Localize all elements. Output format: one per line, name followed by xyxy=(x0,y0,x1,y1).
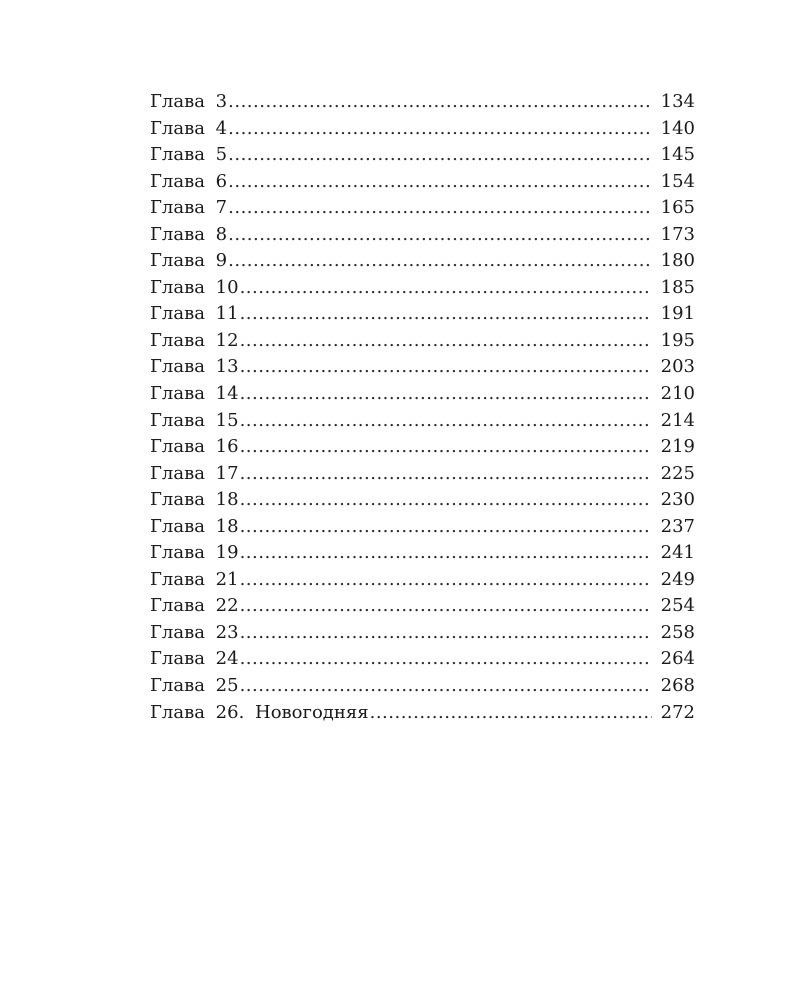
toc-entry-page-number: 258 xyxy=(660,621,695,643)
toc-entry xyxy=(150,487,695,514)
toc-entry-title: Глава 4 xyxy=(150,117,228,139)
toc-entry-page-number: 219 xyxy=(660,436,695,458)
toc-entry-page-number: 180 xyxy=(660,250,695,272)
toc-entry-title: Глава 7 xyxy=(150,197,228,219)
toc-dot-leader xyxy=(240,408,652,435)
toc-entry-page-number: 272 xyxy=(660,701,695,723)
toc-entry-page-number: 268 xyxy=(660,675,695,697)
toc-entry-title: Глава 6 xyxy=(150,170,228,192)
toc-entry xyxy=(150,89,695,116)
toc-entry xyxy=(150,620,695,647)
table-of-contents xyxy=(150,89,695,726)
toc-dot-leader xyxy=(240,301,652,328)
toc-entry-page-number: 185 xyxy=(660,276,695,298)
toc-entry xyxy=(150,381,695,408)
toc-dot-leader xyxy=(240,673,652,700)
toc-entry-page-number: 225 xyxy=(660,462,695,484)
toc-entry xyxy=(150,700,695,727)
toc-entry xyxy=(150,142,695,169)
toc-dot-leader xyxy=(240,381,652,408)
toc-entry-title: Глава 5 xyxy=(150,144,228,166)
toc-entry-page-number: 191 xyxy=(660,303,695,325)
toc-entry-title: Глава 8 xyxy=(150,223,228,245)
toc-entry-page-number: 145 xyxy=(660,144,695,166)
toc-dot-leader xyxy=(228,169,652,196)
toc-dot-leader xyxy=(228,116,652,143)
toc-entry-title: Глава 23 xyxy=(150,621,239,643)
toc-entry xyxy=(150,646,695,673)
toc-dot-leader xyxy=(228,222,652,249)
toc-entry-title: Глава 16 xyxy=(150,436,239,458)
toc-dot-leader xyxy=(240,646,652,673)
toc-entry-page-number: 203 xyxy=(660,356,695,378)
toc-entry-title: Глава 15 xyxy=(150,409,239,431)
toc-dot-leader xyxy=(240,514,652,541)
toc-entry-title: Глава 21 xyxy=(150,568,239,590)
toc-dot-leader xyxy=(240,567,652,594)
toc-entry xyxy=(150,461,695,488)
toc-dot-leader xyxy=(240,620,652,647)
toc-entry xyxy=(150,593,695,620)
toc-entry-page-number: 140 xyxy=(660,117,695,139)
toc-entry-page-number: 165 xyxy=(660,197,695,219)
toc-entry xyxy=(150,514,695,541)
toc-entry-title: Глава 22 xyxy=(150,595,239,617)
toc-entry xyxy=(150,354,695,381)
toc-entry-title: Глава 3 xyxy=(150,91,228,112)
toc-entry-page-number: 264 xyxy=(660,648,695,670)
toc-entry-page-number: 173 xyxy=(660,223,695,245)
toc-entry-page-number: 210 xyxy=(660,383,695,405)
toc-entry-title: Глава 26. Новогодняя xyxy=(150,701,369,723)
toc-entry-title: Глава 14 xyxy=(150,383,239,405)
toc-dot-leader xyxy=(240,328,652,355)
toc-dot-leader xyxy=(228,195,652,222)
toc-dot-leader xyxy=(240,593,652,620)
toc-entry-title: Глава 17 xyxy=(150,462,239,484)
toc-entry xyxy=(150,567,695,594)
toc-entry-page-number: 237 xyxy=(660,515,695,537)
toc-entry xyxy=(150,275,695,302)
toc-entry-title: Глава 18 xyxy=(150,489,239,511)
toc-entry-title: Глава 13 xyxy=(150,356,239,378)
toc-dot-leader xyxy=(228,89,652,116)
toc-dot-leader xyxy=(228,142,652,169)
toc-dot-leader xyxy=(240,540,652,567)
toc-dot-leader xyxy=(228,248,652,275)
toc-entry xyxy=(150,169,695,196)
toc-entry-title: Глава 11 xyxy=(150,303,239,325)
toc-entry-page-number: 214 xyxy=(660,409,695,431)
toc-entry-page-number: 254 xyxy=(660,595,695,617)
toc-entry-title: Глава 24 xyxy=(150,648,239,670)
toc-entry-title: Глава 12 xyxy=(150,329,239,351)
toc-dot-leader xyxy=(240,487,652,514)
toc-entry-page-number: 241 xyxy=(660,542,695,564)
toc-dot-leader xyxy=(240,275,652,302)
toc-entry xyxy=(150,195,695,222)
toc-entry-page-number: 249 xyxy=(660,568,695,590)
toc-entry-page-number: 134 xyxy=(660,91,695,112)
toc-dot-leader xyxy=(370,700,652,727)
toc-entry xyxy=(150,116,695,143)
toc-entry xyxy=(150,673,695,700)
toc-entry xyxy=(150,328,695,355)
toc-entry-title: Глава 19 xyxy=(150,542,239,564)
toc-dot-leader xyxy=(240,354,652,381)
toc-entry-title: Глава 18 xyxy=(150,515,239,537)
toc-entry xyxy=(150,434,695,461)
toc-entry xyxy=(150,248,695,275)
toc-dot-leader xyxy=(240,461,652,488)
toc-entry xyxy=(150,540,695,567)
toc-entry-title: Глава 9 xyxy=(150,250,228,272)
toc-entry xyxy=(150,222,695,249)
toc-entry-title: Глава 10 xyxy=(150,276,239,298)
toc-entry xyxy=(150,301,695,328)
toc-entry xyxy=(150,408,695,435)
toc-dot-leader xyxy=(240,434,652,461)
toc-entry-title: Глава 25 xyxy=(150,675,239,697)
toc-entry-page-number: 230 xyxy=(660,489,695,511)
toc-entry-page-number: 154 xyxy=(660,170,695,192)
toc-entry-page-number: 195 xyxy=(660,329,695,351)
